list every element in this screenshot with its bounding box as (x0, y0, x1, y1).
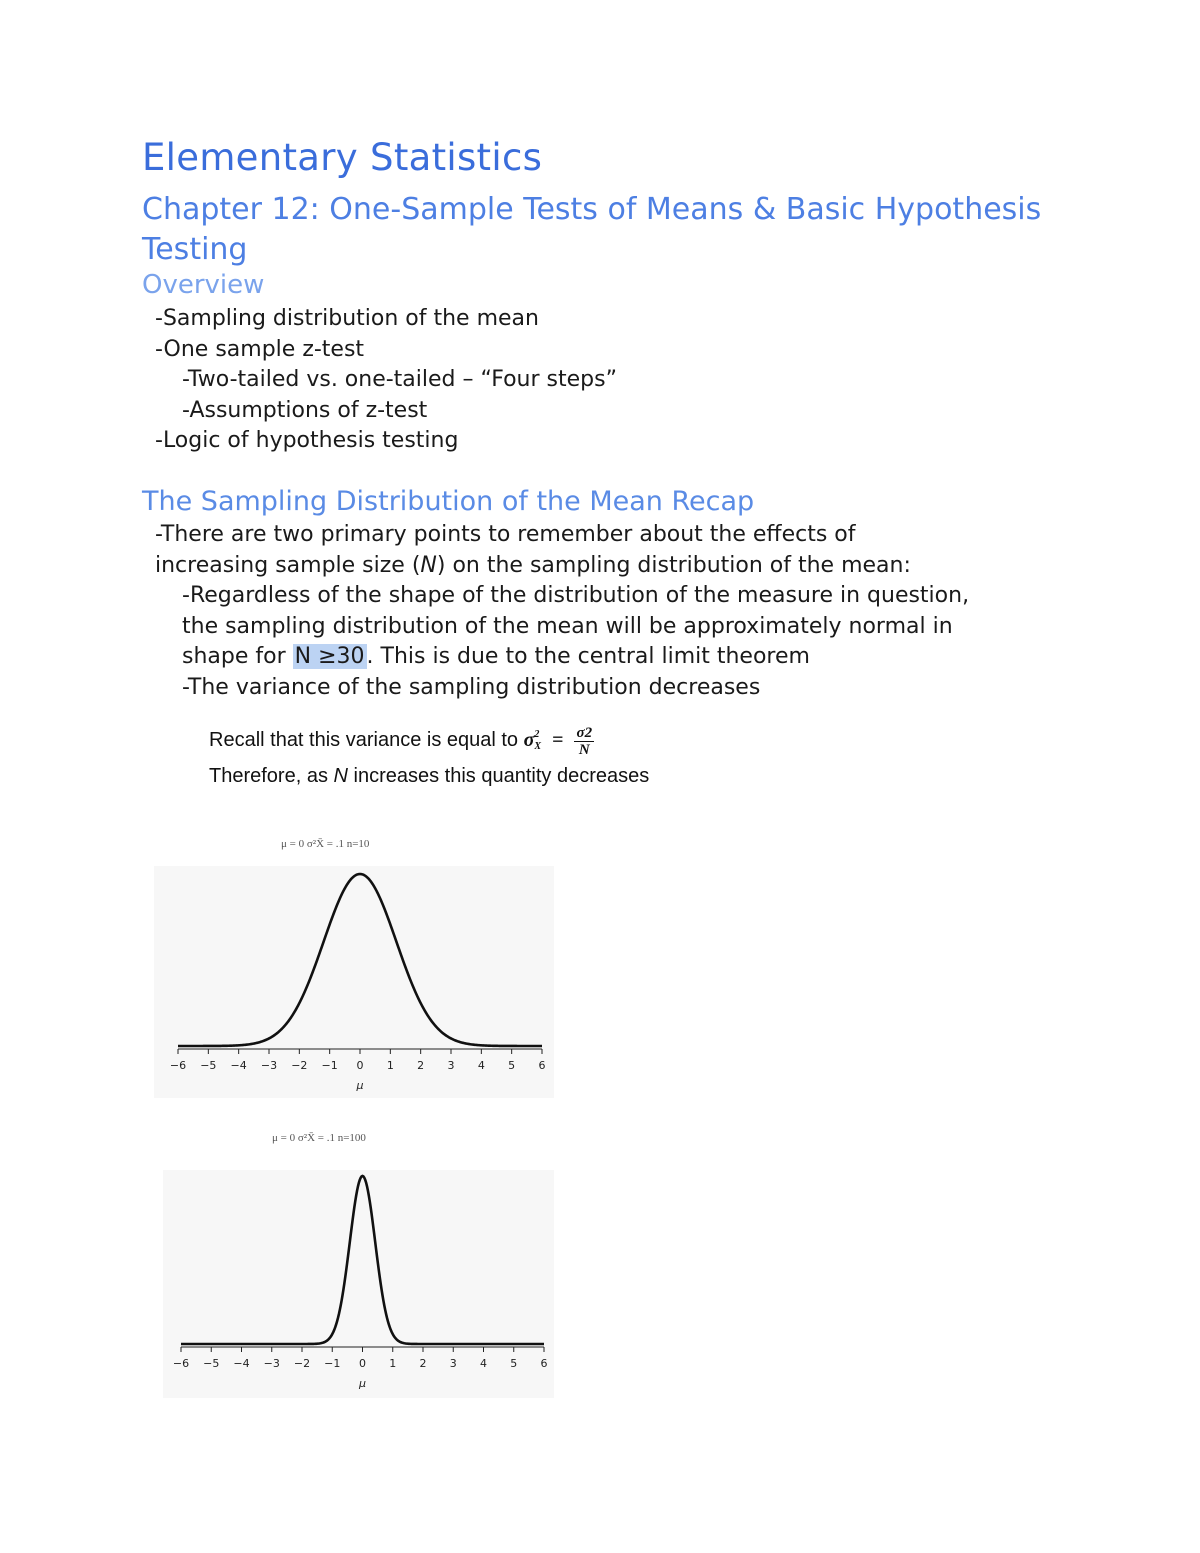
overview-heading: Overview (142, 270, 265, 300)
denominator: N (578, 741, 590, 758)
chart-title: μ = 0 σ²X̄ = .1 n=100 (272, 1132, 366, 1144)
list-item: -Sampling distribution of the mean (155, 306, 539, 331)
x-tick-label: −5 (200, 1059, 217, 1072)
recap-line (0, 642, 969, 673)
x-tick-label: −1 (321, 1059, 338, 1072)
text-run: Recall that this variance is equal to (209, 729, 519, 751)
x-axis-label: μ (359, 1377, 366, 1390)
recap-line (0, 551, 969, 582)
chart-svg (154, 866, 554, 1098)
recap-line: -The variance of the sampling distribution decreases (182, 674, 761, 700)
x-tick-label: 5 (508, 1059, 516, 1072)
chapter-heading: Chapter 12: One-Sample Tests of Means & Basic Hypothesis Testing (142, 192, 1042, 267)
text-run: shape for (182, 644, 293, 669)
highlighted-text: N ≥30 (294, 644, 365, 669)
text-run: increasing sample size ( (155, 552, 421, 578)
subscript: X (534, 741, 542, 753)
text-run: N (420, 552, 437, 578)
x-tick-label: 4 (480, 1357, 487, 1370)
equals-sign: = (552, 729, 564, 751)
chart-n100 (163, 1170, 554, 1398)
density-curve (178, 874, 542, 1046)
chart-svg (163, 1170, 554, 1398)
list-item: -Two-tailed vs. one-tailed – “Four steps” (182, 367, 617, 392)
x-tick-label: −3 (260, 1059, 278, 1072)
chart-n10 (154, 866, 554, 1098)
x-tick-label: −1 (324, 1357, 341, 1370)
text-run: N (333, 765, 348, 787)
x-tick-label: −3 (263, 1357, 280, 1370)
x-tick-label: 2 (417, 1059, 425, 1072)
x-tick-label: −4 (233, 1357, 250, 1370)
text-run: ) on the sampling distribution of the mean: (436, 552, 911, 578)
chart-title: μ = 0 σ²X̄ = .1 n=10 (281, 838, 370, 850)
text-run: Therefore, as (209, 765, 334, 787)
recap-line: -Regardless of the shape of the distribution of the measure in question, (182, 583, 970, 608)
x-tick-label: −6 (169, 1059, 187, 1072)
x-tick-label: −5 (203, 1357, 220, 1370)
x-tick-label: 4 (477, 1059, 485, 1072)
x-tick-label: 2 (419, 1357, 427, 1370)
x-axis-label: μ (356, 1079, 364, 1092)
variance-formula-line (209, 722, 649, 758)
x-tick-label: 1 (386, 1059, 394, 1072)
recap-body (0, 520, 969, 703)
sigma-symbol: σ (523, 729, 535, 751)
list-item: -One sample z-test (155, 336, 365, 362)
recap-line: -There are two primary points to remember about the effects of (155, 522, 856, 547)
x-tick-label: −2 (291, 1059, 308, 1072)
x-tick-label: −4 (230, 1059, 247, 1072)
x-tick-label: 5 (510, 1357, 518, 1370)
text-run: . This is due to the central limit theorem (366, 644, 810, 669)
superscript: 2 (534, 729, 540, 741)
x-tick-label: −2 (293, 1357, 311, 1370)
recap-heading: The Sampling Distribution of the Mean Recap (142, 486, 755, 517)
recap-line: the sampling distribution of the mean will be approximately normal in (182, 613, 953, 639)
x-tick-label: 0 (356, 1059, 364, 1072)
variance-note (209, 722, 649, 794)
numerator: σ2 (576, 724, 593, 741)
list-item: -Assumptions of z-test (182, 397, 428, 423)
variance-conclusion-line (209, 758, 649, 794)
overview-list (0, 304, 617, 457)
text-run: increases this quantity decreases (347, 765, 650, 787)
x-tick-label: 6 (540, 1357, 548, 1370)
variance-formula (523, 724, 594, 758)
x-tick-label: 1 (389, 1357, 397, 1370)
x-tick-label: 0 (359, 1357, 366, 1370)
density-curve (181, 1176, 544, 1344)
x-tick-label: 3 (449, 1357, 457, 1370)
x-tick-label: 6 (538, 1059, 546, 1072)
document-title: Elementary Statistics (142, 136, 543, 179)
fraction (574, 725, 594, 758)
x-tick-label: 3 (447, 1059, 455, 1072)
x-tick-label: −6 (172, 1357, 190, 1370)
list-item: -Logic of hypothesis testing (155, 428, 459, 453)
